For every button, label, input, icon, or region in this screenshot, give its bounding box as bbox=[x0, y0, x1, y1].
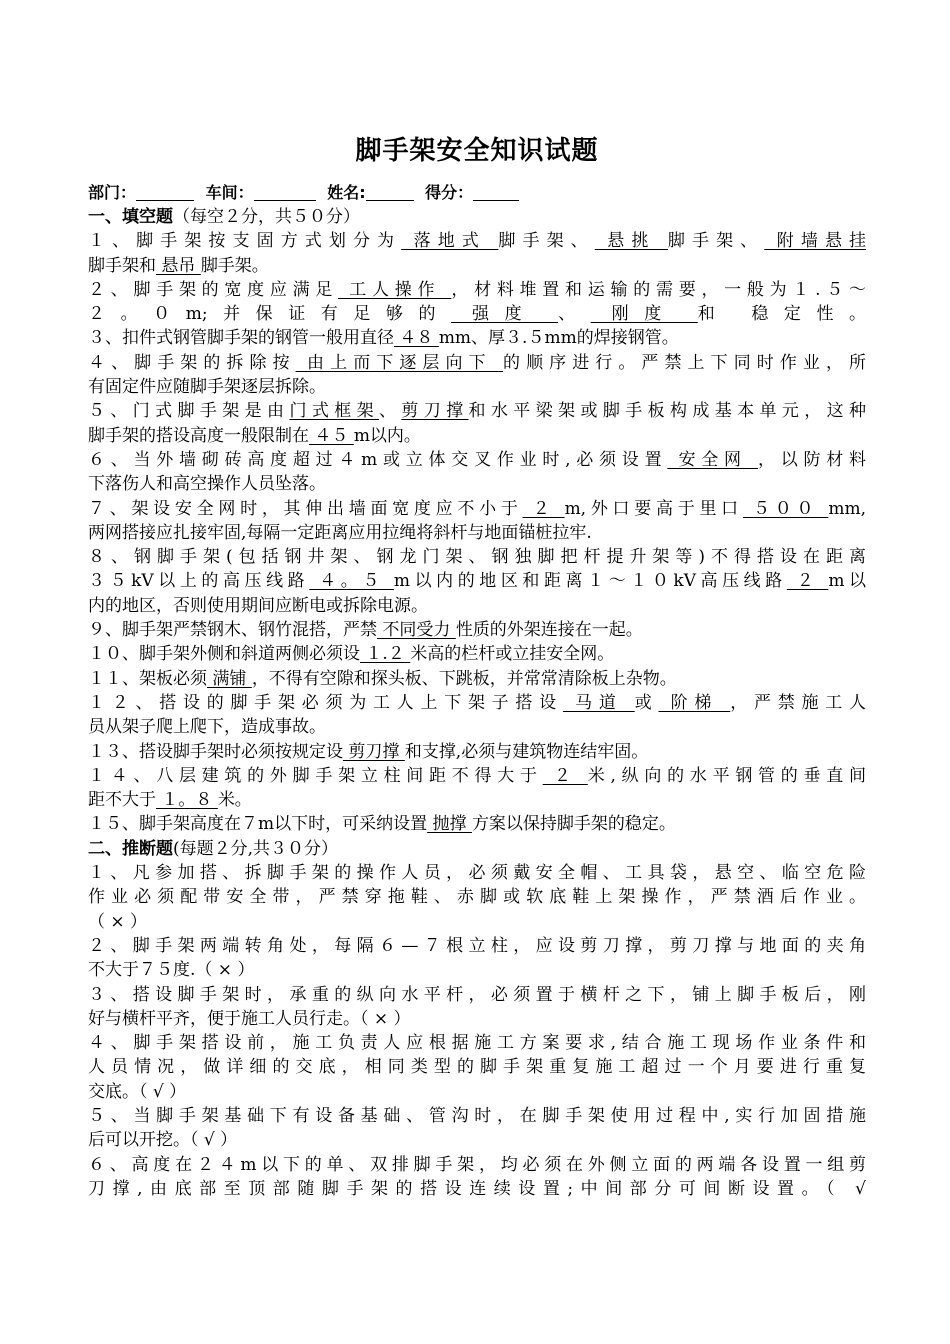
line-text: 距不大于 bbox=[88, 790, 156, 811]
score-blank[interactable] bbox=[473, 184, 519, 201]
section-2-title: 二、推断题 bbox=[88, 838, 173, 859]
section-1-heading bbox=[88, 205, 866, 229]
text-line bbox=[88, 1128, 866, 1152]
line-text: 交底。（ √ ） bbox=[88, 1081, 187, 1102]
answer-blank: 满铺 bbox=[207, 668, 252, 689]
text-line bbox=[88, 1153, 866, 1177]
section-1-note: （每空２分，共５０分） bbox=[173, 207, 360, 227]
text-line bbox=[88, 1080, 866, 1104]
name-label: 姓名: bbox=[327, 183, 366, 202]
text-line bbox=[88, 472, 866, 496]
answer-blank: 落地式 bbox=[401, 231, 499, 252]
text-line bbox=[88, 812, 866, 836]
line-text: ５、门式脚手架是由 bbox=[88, 401, 290, 422]
answer-blank: 附墙悬挂 bbox=[764, 231, 867, 252]
text-line bbox=[88, 375, 866, 399]
text-line bbox=[88, 521, 866, 545]
line-text: ４、脚手架的拆除按 bbox=[88, 352, 296, 373]
answer-blank: ４８ bbox=[394, 328, 439, 349]
line-text: 内的地区，否则使用期间应断电或拆除电源。 bbox=[88, 595, 428, 616]
answer-blank: １。８ bbox=[156, 790, 218, 811]
line-text: 有固定件应随脚手架逐层拆除。 bbox=[88, 377, 326, 398]
line-text: ８、钢脚手架(包括钢井架、钢龙门架、钢独脚把杆提升架等)不得搭设在距离 bbox=[88, 547, 866, 568]
text-line bbox=[88, 667, 866, 691]
department-blank[interactable] bbox=[136, 184, 194, 201]
line-text: ３、搭设脚手架时，承重的纵向水平杆，必须置于横杆之下，铺上脚手板后，刚 bbox=[88, 984, 866, 1005]
line-text: １４、八层建筑的外脚手架立柱间距不得大于 bbox=[88, 765, 543, 786]
name-blank[interactable] bbox=[366, 184, 414, 201]
question-lines bbox=[88, 229, 866, 1201]
line-text: ２、脚手架两端转角处，每隔６—７根立柱，应设剪刀撑，剪刀撑与地面的夹角 bbox=[88, 935, 866, 956]
answer-blank: 刚度 bbox=[590, 304, 698, 325]
text-line bbox=[88, 254, 866, 278]
answer-blank: ４。５ bbox=[309, 571, 394, 592]
line-text: 米。 bbox=[217, 790, 252, 811]
text-line bbox=[88, 885, 866, 909]
text-line bbox=[88, 983, 866, 1007]
text-line bbox=[88, 497, 866, 521]
answer-blank: ２ bbox=[522, 498, 565, 519]
header-info-line bbox=[88, 181, 866, 205]
line-text: m以内的地区和距离１～１０kV高压线路 bbox=[393, 571, 787, 592]
text-line bbox=[88, 569, 866, 593]
line-text: 脚手架。 bbox=[200, 255, 269, 276]
line-text: 和支撑,必须与建筑物连结牢固。 bbox=[404, 741, 649, 762]
line-text: ，严禁施工人 bbox=[730, 692, 867, 713]
text-line bbox=[88, 448, 866, 472]
text-line bbox=[88, 861, 866, 885]
line-text: 好与横杆平齐，便于施工人员行走。（ × ） bbox=[88, 1008, 411, 1029]
score-label: 得分： bbox=[425, 183, 474, 202]
answer-blank: 马道 bbox=[562, 692, 635, 713]
line-text: ９、脚手架严禁钢木、钢竹混搭，严禁 bbox=[88, 620, 377, 641]
text-line bbox=[88, 691, 866, 715]
line-text: m以 bbox=[828, 571, 867, 592]
text-line bbox=[88, 399, 866, 423]
line-text: 米,纵向的水平钢管的垂直间 bbox=[587, 765, 867, 786]
answer-blank: 工人操作 bbox=[338, 279, 452, 300]
line-text: （ × ） bbox=[88, 911, 148, 932]
line-text: 方案以保持脚手架的稳定。 bbox=[471, 814, 676, 835]
section-2-note: (每题２分,共３０分） bbox=[173, 838, 339, 859]
text-line bbox=[88, 1177, 866, 1201]
line-text: 两网搭接应扎接牢固,每隔一定距离应用拉绳将斜杆与地面锚桩拉牢. bbox=[88, 522, 592, 543]
line-text: 下落伤人和高空操作人员坠落。 bbox=[88, 474, 326, 495]
line-text: m,外口要高于里口 bbox=[564, 498, 743, 519]
text-line bbox=[88, 278, 866, 302]
answer-blank: 悬吊 bbox=[156, 255, 201, 276]
line-text: 刀撑,由底部至顶部随脚手架的搭设连续设置;中间部分可间断设置。（ √ bbox=[88, 1178, 866, 1199]
text-line bbox=[88, 1007, 866, 1031]
line-text: ，不得有空隙和探头板、下跳板，并常常清除板上杂物。 bbox=[251, 668, 677, 689]
workshop-blank[interactable] bbox=[254, 184, 316, 201]
text-line bbox=[88, 302, 866, 326]
line-text: ７、架设安全网时，其伸出墙面宽度应不小于 bbox=[88, 498, 523, 519]
text-line bbox=[88, 740, 866, 764]
text-line bbox=[88, 764, 866, 788]
answer-blank: 强度 bbox=[451, 304, 559, 325]
line-text: ５、当脚手架基础下有设备基础、管沟时，在脚手架使用过程中,实行加固措施 bbox=[88, 1105, 866, 1126]
line-text: 脚手架的搭设高度一般限制在 bbox=[88, 425, 309, 446]
line-text: ，以防材料 bbox=[757, 449, 866, 470]
answer-blank: 剪刀撑 bbox=[343, 741, 405, 762]
section-1-title: 一、填空题 bbox=[88, 207, 173, 227]
line-text: mm, bbox=[828, 498, 867, 519]
answer-blank: 悬挑 bbox=[594, 231, 668, 252]
line-text: 或 bbox=[634, 692, 659, 713]
answer-blank: 剪刀撑 bbox=[401, 401, 469, 422]
answer-blank: 由上而下逐层向下 bbox=[295, 352, 504, 373]
line-text: 员从架子爬上爬下，造成事故。 bbox=[88, 717, 326, 738]
answer-blank: 不同受力 bbox=[377, 620, 456, 641]
line-text: 、 bbox=[558, 304, 591, 325]
text-line bbox=[88, 594, 866, 618]
text-line bbox=[88, 351, 866, 375]
page-title: 脚手架安全知识试题 bbox=[355, 136, 599, 166]
answer-blank: 抛撑 bbox=[427, 814, 472, 835]
line-text: 和 稳定性。 bbox=[697, 304, 867, 325]
text-line bbox=[88, 910, 866, 934]
answer-blank: 安全网 bbox=[667, 449, 758, 470]
text-line bbox=[88, 229, 866, 253]
line-text: mm、厚３.５mm的焊接钢管。 bbox=[438, 328, 679, 349]
text-line bbox=[88, 642, 866, 666]
answer-blank: ２ bbox=[542, 765, 588, 786]
line-text: 脚手架、 bbox=[498, 231, 595, 252]
text-line bbox=[88, 1104, 866, 1128]
line-text: 和水平梁架或脚手板构成基本单元，这种 bbox=[468, 401, 867, 422]
answer-blank: ２ bbox=[786, 571, 829, 592]
line-text: 人员情况，做详细的交底，相同类型的脚手架重复施工超过一个月要进行重复 bbox=[88, 1057, 866, 1078]
answer-blank: ４５ bbox=[309, 425, 354, 446]
text-line bbox=[88, 715, 866, 739]
text-line bbox=[88, 618, 866, 642]
text-line bbox=[88, 326, 866, 350]
line-text: １２、搭设的脚手架必须为工人上下架子搭设 bbox=[88, 692, 563, 713]
line-text: １、脚手架按支固方式划分为 bbox=[88, 231, 402, 252]
line-text: ２。０m;并保证有足够的 bbox=[88, 304, 452, 325]
line-text: １０、脚手架外侧和斜道两侧必须设 bbox=[88, 644, 360, 665]
text-line bbox=[88, 545, 866, 569]
line-text: ２、脚手架的宽度应满足 bbox=[88, 279, 339, 300]
line-text: １５、脚手架高度在７m以下时，可采纳设置 bbox=[88, 814, 428, 835]
line-text: 不大于７５度.（ × ） bbox=[88, 960, 255, 981]
line-text: 米高的栏杆或立挂安全网。 bbox=[410, 644, 615, 665]
line-text: 脚手架、 bbox=[667, 231, 765, 252]
line-text: ３５kV以上的高压线路 bbox=[88, 571, 310, 592]
answer-blank: ５００ bbox=[742, 498, 829, 519]
answer-blank: １.２ bbox=[360, 644, 411, 665]
line-text: 、 bbox=[378, 401, 402, 422]
line-text: ，材料堆置和运输的需要，一般为１.５～ bbox=[451, 279, 867, 300]
line-text: ３、扣件式钢管脚手架的钢管一般用直径 bbox=[88, 328, 394, 349]
answer-blank: 门式框架 bbox=[289, 401, 379, 422]
answer-blank: 阶梯 bbox=[658, 692, 731, 713]
department-label: 部门： bbox=[88, 183, 137, 202]
text-line bbox=[88, 934, 866, 958]
text-line bbox=[88, 788, 866, 812]
line-text: 作业必须配带安全带，严禁穿拖鞋、赤脚或软底鞋上架操作，严禁酒后作业。 bbox=[88, 887, 866, 908]
exam-page bbox=[88, 130, 866, 1201]
line-text: 脚手架和 bbox=[88, 255, 156, 276]
text-line bbox=[88, 958, 866, 982]
line-text: 性质的外架连接在一起。 bbox=[455, 620, 643, 641]
text-line bbox=[88, 424, 866, 448]
line-text: １１、架板必须 bbox=[88, 668, 207, 689]
line-text: １３、搭设脚手架时必须按规定设 bbox=[88, 741, 343, 762]
workshop-label: 车间： bbox=[205, 183, 254, 202]
line-text: 后可以开挖。（ √ ） bbox=[88, 1130, 238, 1151]
section-2-heading bbox=[88, 837, 866, 861]
text-line bbox=[88, 1055, 866, 1079]
line-text: ６、高度在２４m以下的单、双排脚手架，均必须在外侧立面的两端各设置一组剪 bbox=[88, 1154, 866, 1175]
line-text: 的顺序进行。严禁上下同时作业，所 bbox=[503, 352, 867, 373]
line-text: ６、当外墙砌砖高度超过４m或立体交叉作业时,必须设置 bbox=[88, 449, 668, 470]
text-line bbox=[88, 1031, 866, 1055]
line-text: ４、脚手架搭设前，施工负责人应根据施工方案要求,结合施工现场作业条件和 bbox=[88, 1033, 866, 1054]
line-text: １、凡参加搭、拆脚手架的操作人员，必须戴安全帽、工具袋，悬空、临空危险 bbox=[88, 863, 866, 884]
line-text: m以内。 bbox=[353, 425, 421, 446]
